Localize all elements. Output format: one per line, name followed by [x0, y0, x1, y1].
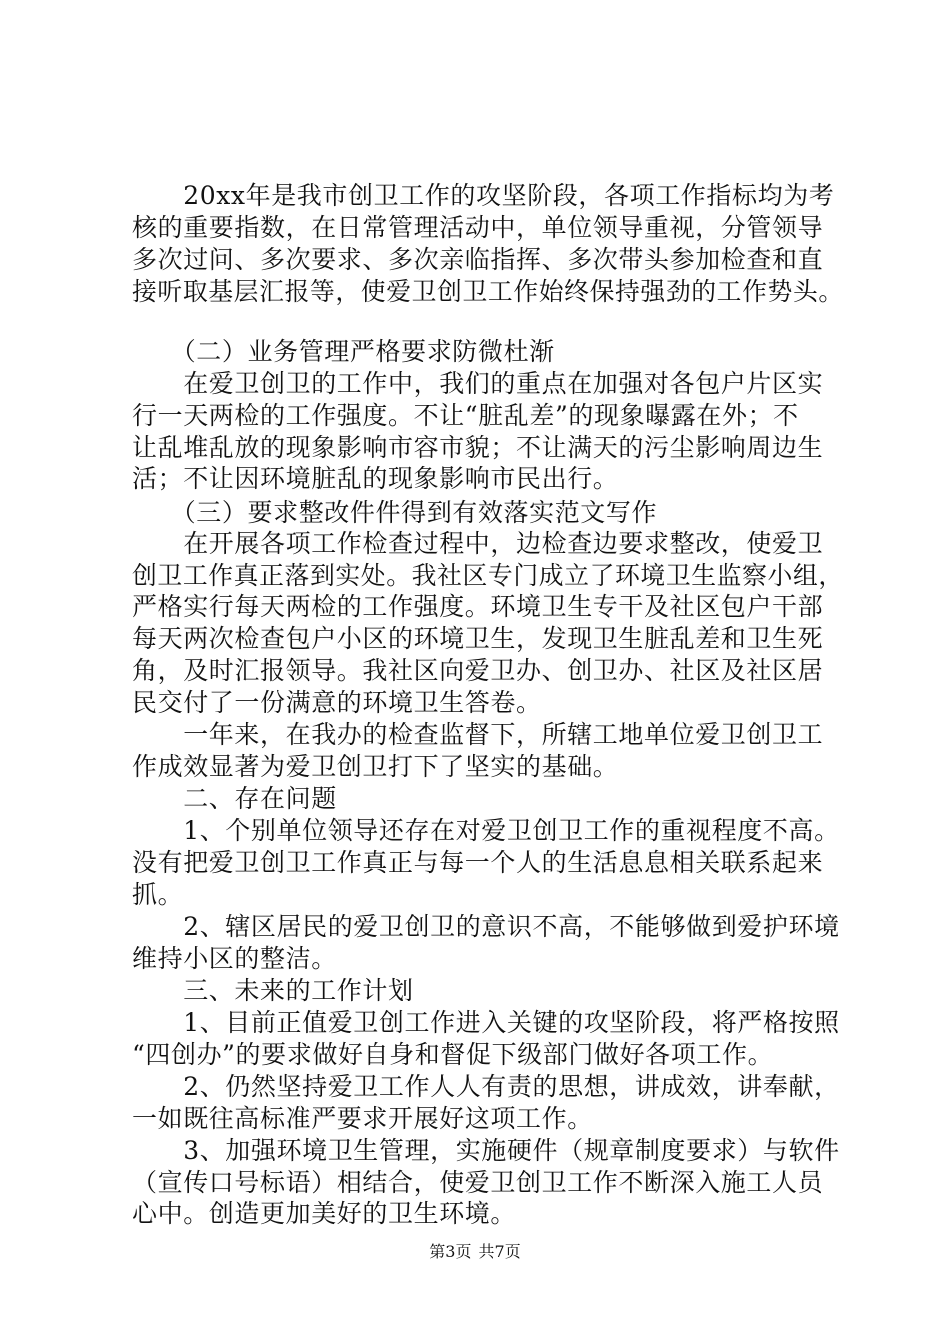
text-line: （二）业务管理严格要求防微杜渐 [132, 337, 555, 366]
page-total: 共7页 [478, 1242, 521, 1261]
text-line: 行一天两检的工作强度。不让“脏乱差”的现象曝露在外；不 [132, 401, 799, 430]
text-line: 三、未来的工作计划 [132, 976, 414, 1005]
text-line: 2、辖区居民的爱卫创卫的意识不高，不能够做到爱护环境 [132, 912, 840, 941]
text-line: 核的重要指数，在日常管理活动中，单位领导重视，分管领导 [132, 213, 824, 242]
text-line: 2、仍然坚持爱卫工作人人有责的思想，讲成效，讲奉献， [132, 1072, 840, 1101]
text-line: 抓。 [132, 880, 184, 909]
text-line: 让乱堆乱放的现象影响市容市貌；不让满天的污尘影响周边生 [132, 433, 824, 462]
text-line: （宣传口号标语）相结合，使爱卫创卫工作不断深入施工人员 [132, 1168, 824, 1197]
page-number: 第3页 [429, 1242, 472, 1261]
text-line: 创卫工作真正落到实处。我社区专门成立了环境卫生监察小组， [132, 561, 844, 590]
text-line: “四创办”的要求做好自身和督促下级部门做好各项工作。 [132, 1040, 774, 1069]
text-line: 心中。创造更加美好的卫生环境。 [132, 1199, 517, 1228]
text-line: 接听取基层汇报等，使爱卫创卫工作始终保持强劲的工作势头。 [132, 277, 844, 306]
text-line: 一如既往高标准严要求开展好这项工作。 [132, 1104, 593, 1133]
text-line: （三）要求整改件件得到有效落实范文写作 [132, 498, 658, 527]
page-footer [0, 1242, 950, 1262]
text-line: 20xx年是我市创卫工作的攻坚阶段，各项工作指标均为考 [132, 181, 835, 210]
text-line: 一年来，在我办的检查监督下，所辖工地单位爱卫创卫工 [132, 720, 824, 749]
text-line: 3、加强环境卫生管理，实施硬件（规章制度要求）与软件 [132, 1136, 840, 1165]
text-line: 严格实行每天两检的工作强度。环境卫生专干及社区包户干部 [132, 592, 824, 621]
text-line: 没有把爱卫创卫工作真正与每一个人的生活息息相关联系起来 [132, 848, 824, 877]
text-line: 作成效显著为爱卫创卫打下了坚实的基础。 [132, 752, 619, 781]
text-line: 每天两次检查包户小区的环境卫生，发现卫生脏乱差和卫生死 [132, 624, 824, 653]
text-line: 在爱卫创卫的工作中，我们的重点在加强对各包户片区实 [132, 369, 824, 398]
text-line: 维持小区的整洁。 [132, 944, 337, 973]
text-line: 在开展各项工作检查过程中，边检查边要求整改，使爱卫 [132, 529, 824, 558]
text-line: 1、个别单位领导还存在对爱卫创卫工作的重视程度不高。 [132, 816, 840, 845]
text-line: 1、目前正值爱卫创工作进入关键的攻坚阶段，将严格按照 [132, 1008, 840, 1037]
text-line: 活；不让因环境脏乱的现象影响市民出行。 [132, 464, 619, 493]
text-line: 二、存在问题 [132, 784, 337, 813]
text-line: 多次过问、多次要求、多次亲临指挥、多次带头参加检查和直 [132, 245, 824, 274]
text-line: 民交付了一份满意的环境卫生答卷。 [132, 688, 542, 717]
text-line: 角，及时汇报领导。我社区向爱卫办、创卫办、社区及社区居 [132, 656, 824, 685]
